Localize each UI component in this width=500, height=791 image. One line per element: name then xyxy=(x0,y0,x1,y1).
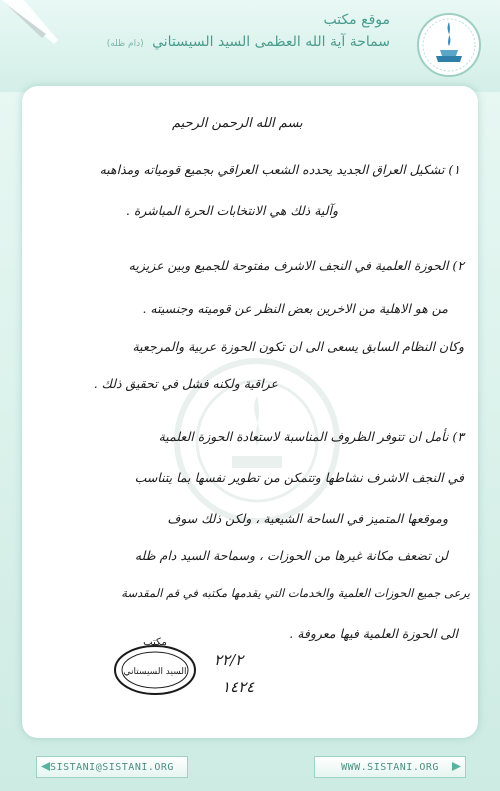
site-logo-icon[interactable] xyxy=(416,12,482,78)
letter-line-8: في النجف الاشرف نشاطها وتتمكن من تطوير نفسها بما يتناسب xyxy=(134,470,464,485)
fountain-pen-icon xyxy=(0,0,70,60)
email-text: SISTANI@SISTANI.ORG xyxy=(50,761,174,773)
email-link[interactable] xyxy=(36,756,188,778)
date-hijri-day: ٢٢/٢ xyxy=(214,651,244,669)
arrow-left-icon xyxy=(41,762,50,771)
letter-line-7: ٣) نأمل ان تتوفر الظروف المناسبة لاستعادة الحوزة العلمية xyxy=(158,429,464,444)
honorific: (دام ظله) xyxy=(106,39,144,49)
site-label: موقع مكتب xyxy=(323,12,390,28)
letter-document xyxy=(22,86,478,738)
office-name-line xyxy=(90,34,390,50)
arrow-right-icon xyxy=(452,762,461,771)
website-text: WWW.SISTANI.ORG xyxy=(341,761,439,773)
letter-line-2: وآلية ذلك هي الانتخابات الحرة المباشرة . xyxy=(125,203,338,218)
site-title xyxy=(90,12,390,50)
stamp-bottom-text: السيد السيستاني xyxy=(123,667,187,677)
office-stamp-icon xyxy=(110,632,200,697)
office-name: سماحة آية الله العظمى السيد السيستاني xyxy=(152,34,390,50)
letter-line-5: وكان النظام السابق يسعى الى ان تكون الحوزة عربية والمرجعية xyxy=(132,339,464,354)
site-header xyxy=(0,0,500,92)
letter-line-11: يرعى جميع الحوزات العلمية والخدمات التي يقدمها مكتبه في قم المقدسة xyxy=(121,586,470,600)
date-hijri-year: ١٤٢٤ xyxy=(222,678,255,696)
letter-line-12: الى الحوزة العلمية فيها معروفة . xyxy=(289,626,458,641)
letter-line-6: عراقية ولكنه فشل في تحقيق ذلك . xyxy=(93,376,278,391)
letter-line-10: لن تضعف مكانة غيرها من الحوزات ، وسماحة السيد دام ظله xyxy=(134,548,448,563)
website-link[interactable] xyxy=(314,756,466,778)
letter-line-3: ٢) الحوزة العلمية في النجف الاشرف مفتوحة للجميع وبين عزيزيه xyxy=(128,258,464,273)
letter-line-4: من هو الاهلية من الاخرين بعض النظر عن قوميته وجنسيته . xyxy=(142,301,448,316)
letter-line-9: وموقعها المتميز في الساحة الشيعية ، ولكن ذلك سوف xyxy=(167,511,448,526)
basmala: بسم الله الرحمن الرحيم xyxy=(172,116,303,131)
letter-line-1: ١) تشكيل العراق الجديد يحدده الشعب العراقي بجميع قومياته ومذاهبه xyxy=(99,162,460,177)
stamp-top-text: مكتب xyxy=(143,637,167,648)
